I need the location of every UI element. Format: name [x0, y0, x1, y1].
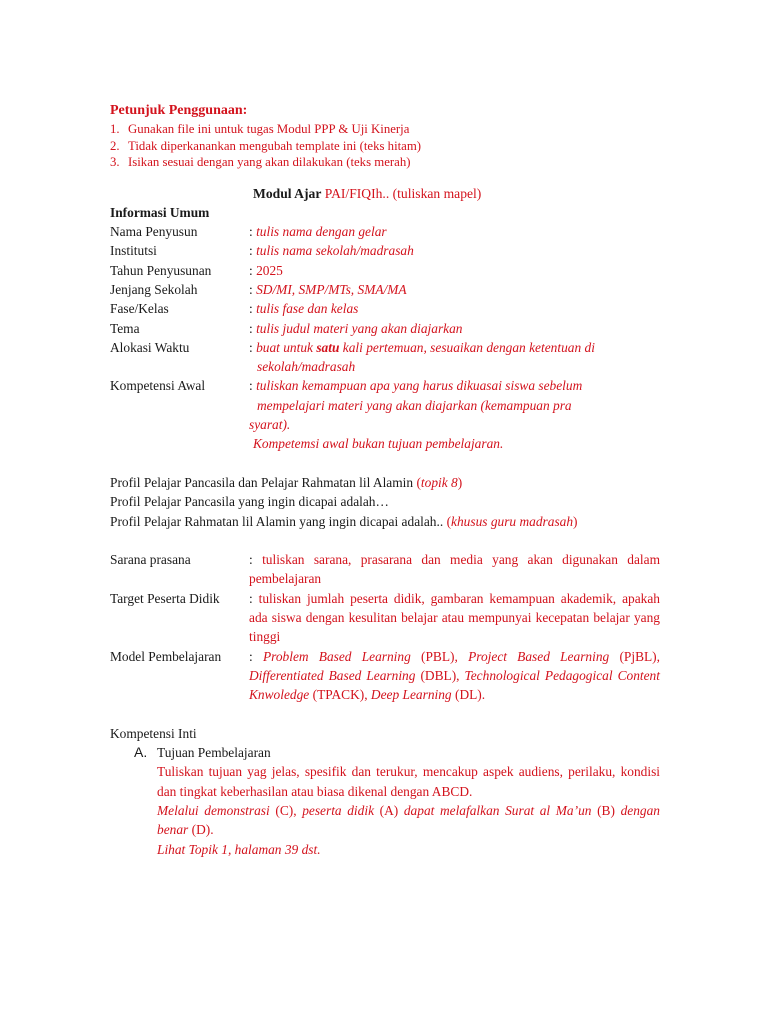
row-model: Model Pembelajaran : Problem Based Learning (PBL), Project Based Learning (PjBL), Differentiated Based Learning (DBL), Technological Pedagogical Content Knwoledge (TPACK), Deep Learning (DL).	[110, 648, 660, 703]
tahun-value: 2025	[256, 262, 283, 278]
fase-label: Fase/Kelas	[110, 301, 169, 317]
fase-value: tulis fase dan kelas	[256, 301, 359, 317]
row-tahun: Tahun Penyusunan : 2025	[110, 261, 660, 280]
tujuan-description: Tuliskan tujuan yag jelas, spesifik dan terukur, mencakup aspek audiens, perilaku, kondisi dan tingkat keberhasilan atau biasa dikenal dengan ABCD.	[157, 764, 660, 799]
profil-note-topik: topik 8	[420, 474, 458, 490]
tujuan-pembelajaran-heading	[110, 743, 660, 762]
alokasi-line2: sekolah/madrasah	[257, 359, 356, 375]
row-target: Target Peserta Didik : tuliskan jumlah peserta didik, gambaran kemampuan akademik, apakah ada siswa dengan kesulitan belajar atau mempunyai kecepatan belajar yang tinggi	[110, 590, 660, 645]
row-alokasi: Alokasi Waktu : buat untuk satu kali pertemuan, sesuaikan dengan ketentuan di sekolah/madrasah	[110, 339, 595, 375]
profil-line-3: Profil Pelajar Rahmatan lil Alamin yang ingin dicapai adalah.. (khusus guru madrasah)	[110, 513, 578, 529]
document-page	[110, 100, 660, 859]
module-title-mapel: PAI/FIQIh.. (tuliskan mapel)	[324, 185, 482, 201]
nama-value: tulis nama dengan gelar	[256, 224, 387, 240]
model-tpack: Technological Pedagogical Content Knwoledge	[249, 667, 660, 703]
row-kompetensi-awal: Kompetensi Awal : tuliskan kemampuan apa yang harus dikuasai siswa sebelum mempelajari materi yang akan diajarkan (kemampuan pra syarat). Kompetemsi awal bukan tujuan pembelajaran.	[110, 378, 583, 452]
kompetensi-line4: Kompetemsi awal bukan tujuan pembelajaran.	[253, 436, 504, 452]
profil-line-2: Profil Pelajar Pancasila yang ingin dicapai adalah…	[110, 494, 389, 510]
row-jenjang: Jenjang Sekolah : SD/MI, SMP/MTs, SMA/MA	[110, 280, 660, 299]
model-pjbl: Project Based Learning	[468, 648, 610, 664]
alokasi-post: kali pertemuan, sesuaikan dengan ketentuan di	[342, 339, 595, 355]
row-sarana: Sarana prasana : tuliskan sarana, prasarana dan media yang akan digunakan dalam pembelajaran	[110, 552, 660, 587]
kompetensi-line3: syarat).	[249, 417, 291, 433]
section-a-title: Tujuan Pembelajaran	[157, 745, 271, 761]
alokasi-pre: buat untuk	[256, 339, 313, 355]
row-nama-penyusun: Nama Penyusun : tulis nama dengan gelar	[110, 222, 660, 241]
institusi-label: Institutsi	[110, 243, 157, 259]
jenjang-label: Jenjang Sekolah	[110, 281, 198, 297]
tujuan-example: Melalui demonstrasi (C), peserta didik (A) dapat melafalkan Surat al Ma’un (B) dengan benar (D).	[157, 803, 660, 838]
informasi-umum-heading: Informasi Umum	[110, 204, 210, 220]
sarana-label: Sarana prasana	[110, 552, 191, 568]
profil-line-1: Profil Pelajar Pancasila dan Pelajar Rahmatan lil Alamin (topik 8)	[110, 474, 463, 490]
model-label: Model Pembelajaran	[110, 648, 222, 664]
nama-label: Nama Penyusun	[110, 224, 198, 240]
alokasi-label: Alokasi Waktu	[110, 339, 190, 355]
kompetensi-awal-label: Kompetensi Awal	[110, 378, 206, 394]
module-title	[110, 184, 660, 203]
petunjuk-item-2: 2. Tidak diperkanankan mengubah template ini (teks hitam)	[110, 138, 422, 153]
tema-label: Tema	[110, 320, 140, 336]
tahun-label: Tahun Penyusunan	[110, 262, 212, 278]
kompetensi-inti-heading: Kompetensi Inti	[110, 725, 197, 741]
institusi-value: tulis nama sekolah/madrasah	[256, 243, 414, 259]
target-label: Target Peserta Didik	[110, 590, 220, 606]
module-title-prefix: Modul Ajar	[253, 185, 322, 201]
kompetensi-line1: tuliskan kemampuan apa yang harus dikuasai siswa sebelum	[256, 378, 583, 394]
row-institusi: Institutsi : tulis nama sekolah/madrasah	[110, 241, 660, 260]
tujuan-body	[110, 762, 660, 858]
kompetensi-line2: mempelajari materi yang akan diajarkan (kemampuan pra	[257, 397, 572, 413]
tema-value: tulis judul materi yang akan diajarkan	[256, 320, 463, 336]
alokasi-bold: satu	[316, 339, 340, 355]
model-pbl: Problem Based Learning	[262, 648, 411, 664]
petunjuk-item-1: 1. Gunakan file ini untuk tugas Modul PPP & Uji Kinerja	[110, 122, 410, 136]
row-fase: Fase/Kelas : tulis fase dan kelas	[110, 299, 660, 318]
petunjuk-item-3: 3. Isikan sesuai dengan yang akan dilakukan (teks merah)	[110, 155, 411, 169]
tujuan-reference: Lihat Topik 1, halaman 39 dst.	[157, 841, 321, 857]
petunjuk-title: Petunjuk Penggunaan:	[110, 103, 248, 118]
target-value: tuliskan jumlah peserta didik, gambaran kemampuan akademik, apakah ada siswa dengan kesulitan belajar atau mempunyai kecepatan belajar yang tinggi	[249, 590, 660, 645]
model-dbl: Differentiated Based Learning	[249, 667, 416, 683]
sarana-value: tuliskan sarana, prasarana dan media yang akan digunakan dalam pembelajaran	[249, 552, 660, 587]
section-a-letter: A.	[134, 744, 148, 761]
model-dl: Deep Learning	[370, 687, 452, 703]
jenjang-value: SD/MI, SMP/MTs, SMA/MA	[256, 281, 407, 297]
profil-note-madrasah: khusus guru madrasah	[451, 513, 574, 529]
row-tema: Tema : tulis judul materi yang akan diajarkan	[110, 319, 660, 338]
